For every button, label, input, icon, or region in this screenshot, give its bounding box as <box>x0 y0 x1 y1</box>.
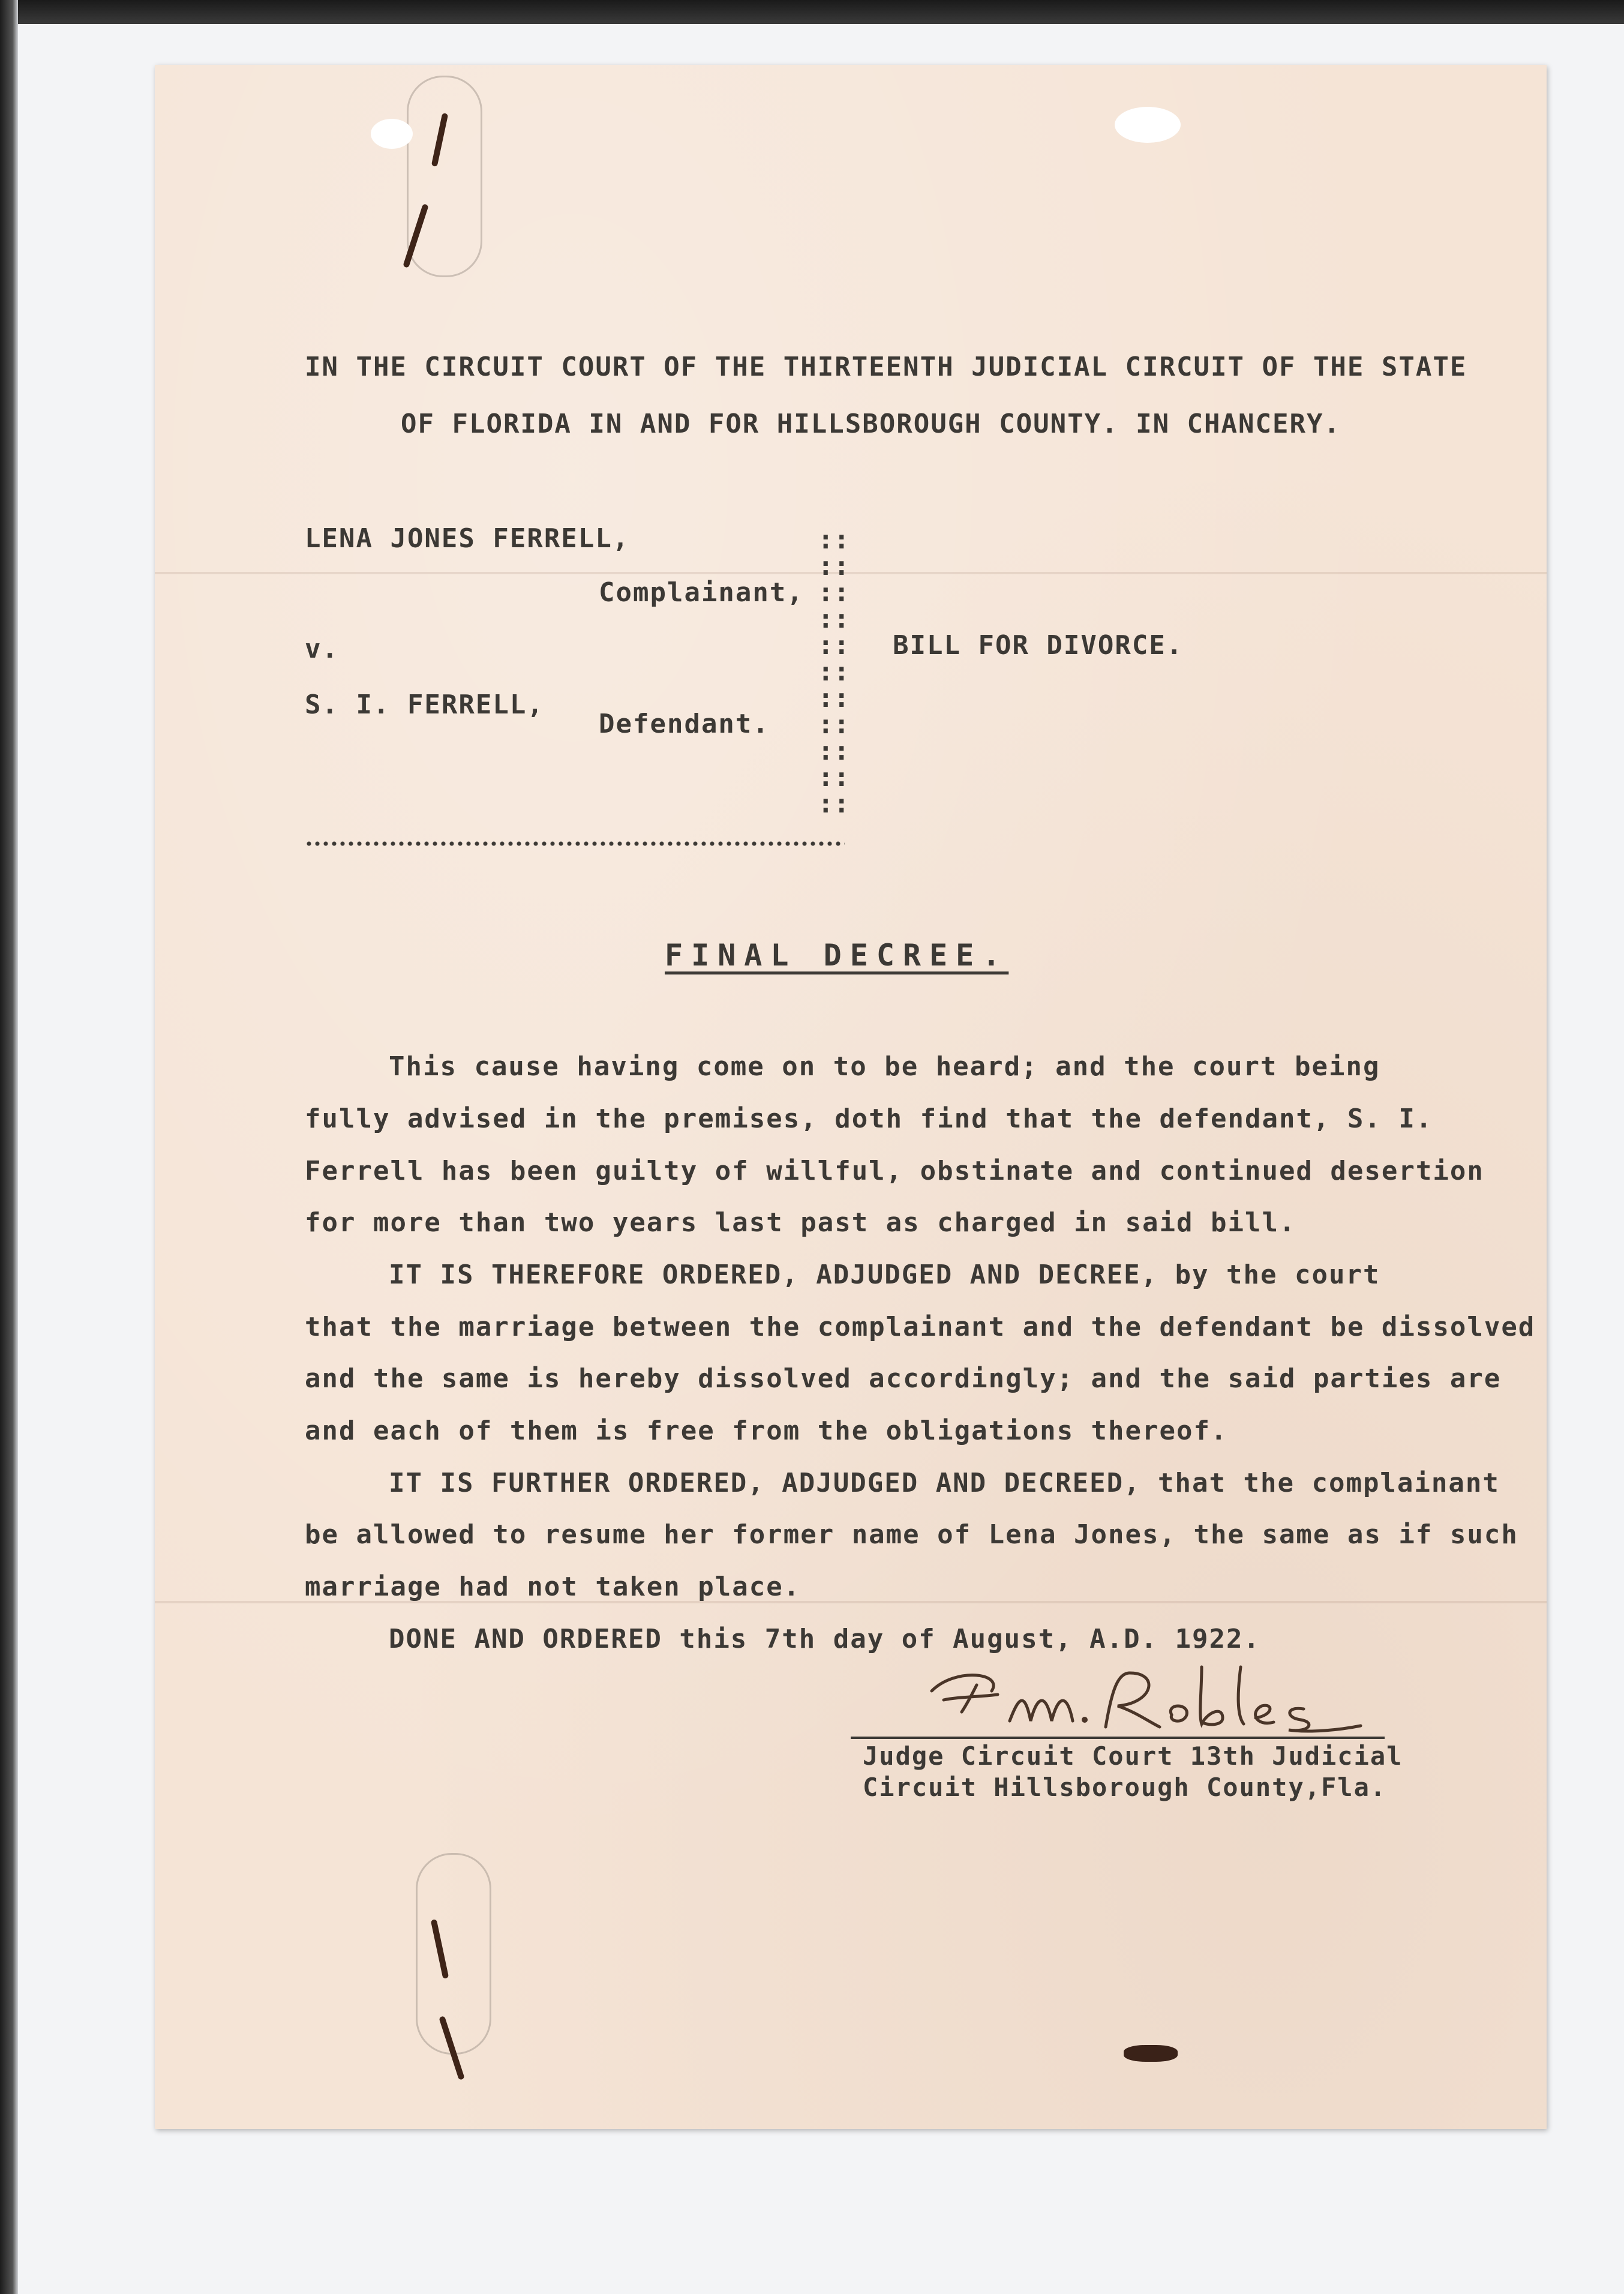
caption-line-2: OF FLORIDA IN AND FOR HILLSBOROUGH COUNTY. IN CHANCERY. <box>401 409 1341 439</box>
document-title: FINAL DECREE. <box>665 938 1009 973</box>
ink-smudge <box>1124 2045 1178 2062</box>
complainant-name: LENA JONES FERRELL, <box>305 523 630 554</box>
case-type: BILL FOR DIVORCE. <box>893 630 1184 661</box>
body-line-3: Ferrell has been guilty of willful, obstinate and continued desertion <box>305 1156 1484 1186</box>
complainant-label: Complainant, <box>599 577 804 608</box>
body-line-9: IT IS FURTHER ORDERED, ADJUDGED AND DECREED, that the complainant <box>389 1468 1500 1498</box>
judge-title-line-1: Judge Circuit Court 13th Judicial <box>863 1741 1403 1771</box>
staple-hole-bottom <box>416 1853 491 2055</box>
body-line-4: for more than two years last past as charged in said bill. <box>305 1207 1296 1238</box>
signature-line <box>851 1737 1385 1739</box>
body-line-8: and each of them is free from the obligations thereof. <box>305 1416 1228 1446</box>
caption-dotted-rule <box>305 839 845 848</box>
body-line-11: marriage had not taken place. <box>305 1572 801 1602</box>
caption-line-1: IN THE CIRCUIT COURT OF THE THIRTEENTH JUDICIAL CIRCUIT OF THE STATE <box>305 352 1467 382</box>
paper-tear-left <box>371 119 413 149</box>
judge-signature <box>920 1655 1364 1745</box>
body-line-10: be allowed to resume her former name of Lena Jones, the same as if such <box>305 1519 1518 1550</box>
body-line-1: This cause having come on to be heard; and the court being <box>389 1051 1380 1082</box>
body-line-5: IT IS THEREFORE ORDERED, ADJUDGED AND DECREE, by the court <box>389 1260 1380 1290</box>
defendant-name: S. I. FERRELL, <box>305 689 544 720</box>
paper-fold-upper <box>155 572 1547 574</box>
body-line-6: that the marriage between the complainant and the defendant be dissolved <box>305 1312 1536 1342</box>
document-page <box>155 65 1547 2129</box>
body-line-2: fully advised in the premises, doth find that the defendant, S. I. <box>305 1103 1433 1134</box>
scan-border-left <box>0 0 18 2294</box>
body-line-7: and the same is hereby dissolved accordingly; and the said parties are <box>305 1363 1502 1394</box>
paper-tear-right <box>1115 107 1181 143</box>
versus: v. <box>305 634 339 664</box>
staple-hole-top <box>407 76 482 277</box>
caption-divider: :: :: :: :: :: :: :: :: :: :: :: <box>818 524 849 819</box>
scan-border-top <box>0 0 1624 24</box>
defendant-label: Defendant. <box>599 709 770 739</box>
judge-title-line-2: Circuit Hillsborough County,Fla. <box>863 1773 1387 1802</box>
body-line-12: DONE AND ORDERED this 7th day of August, A.D. 1922. <box>389 1624 1261 1654</box>
